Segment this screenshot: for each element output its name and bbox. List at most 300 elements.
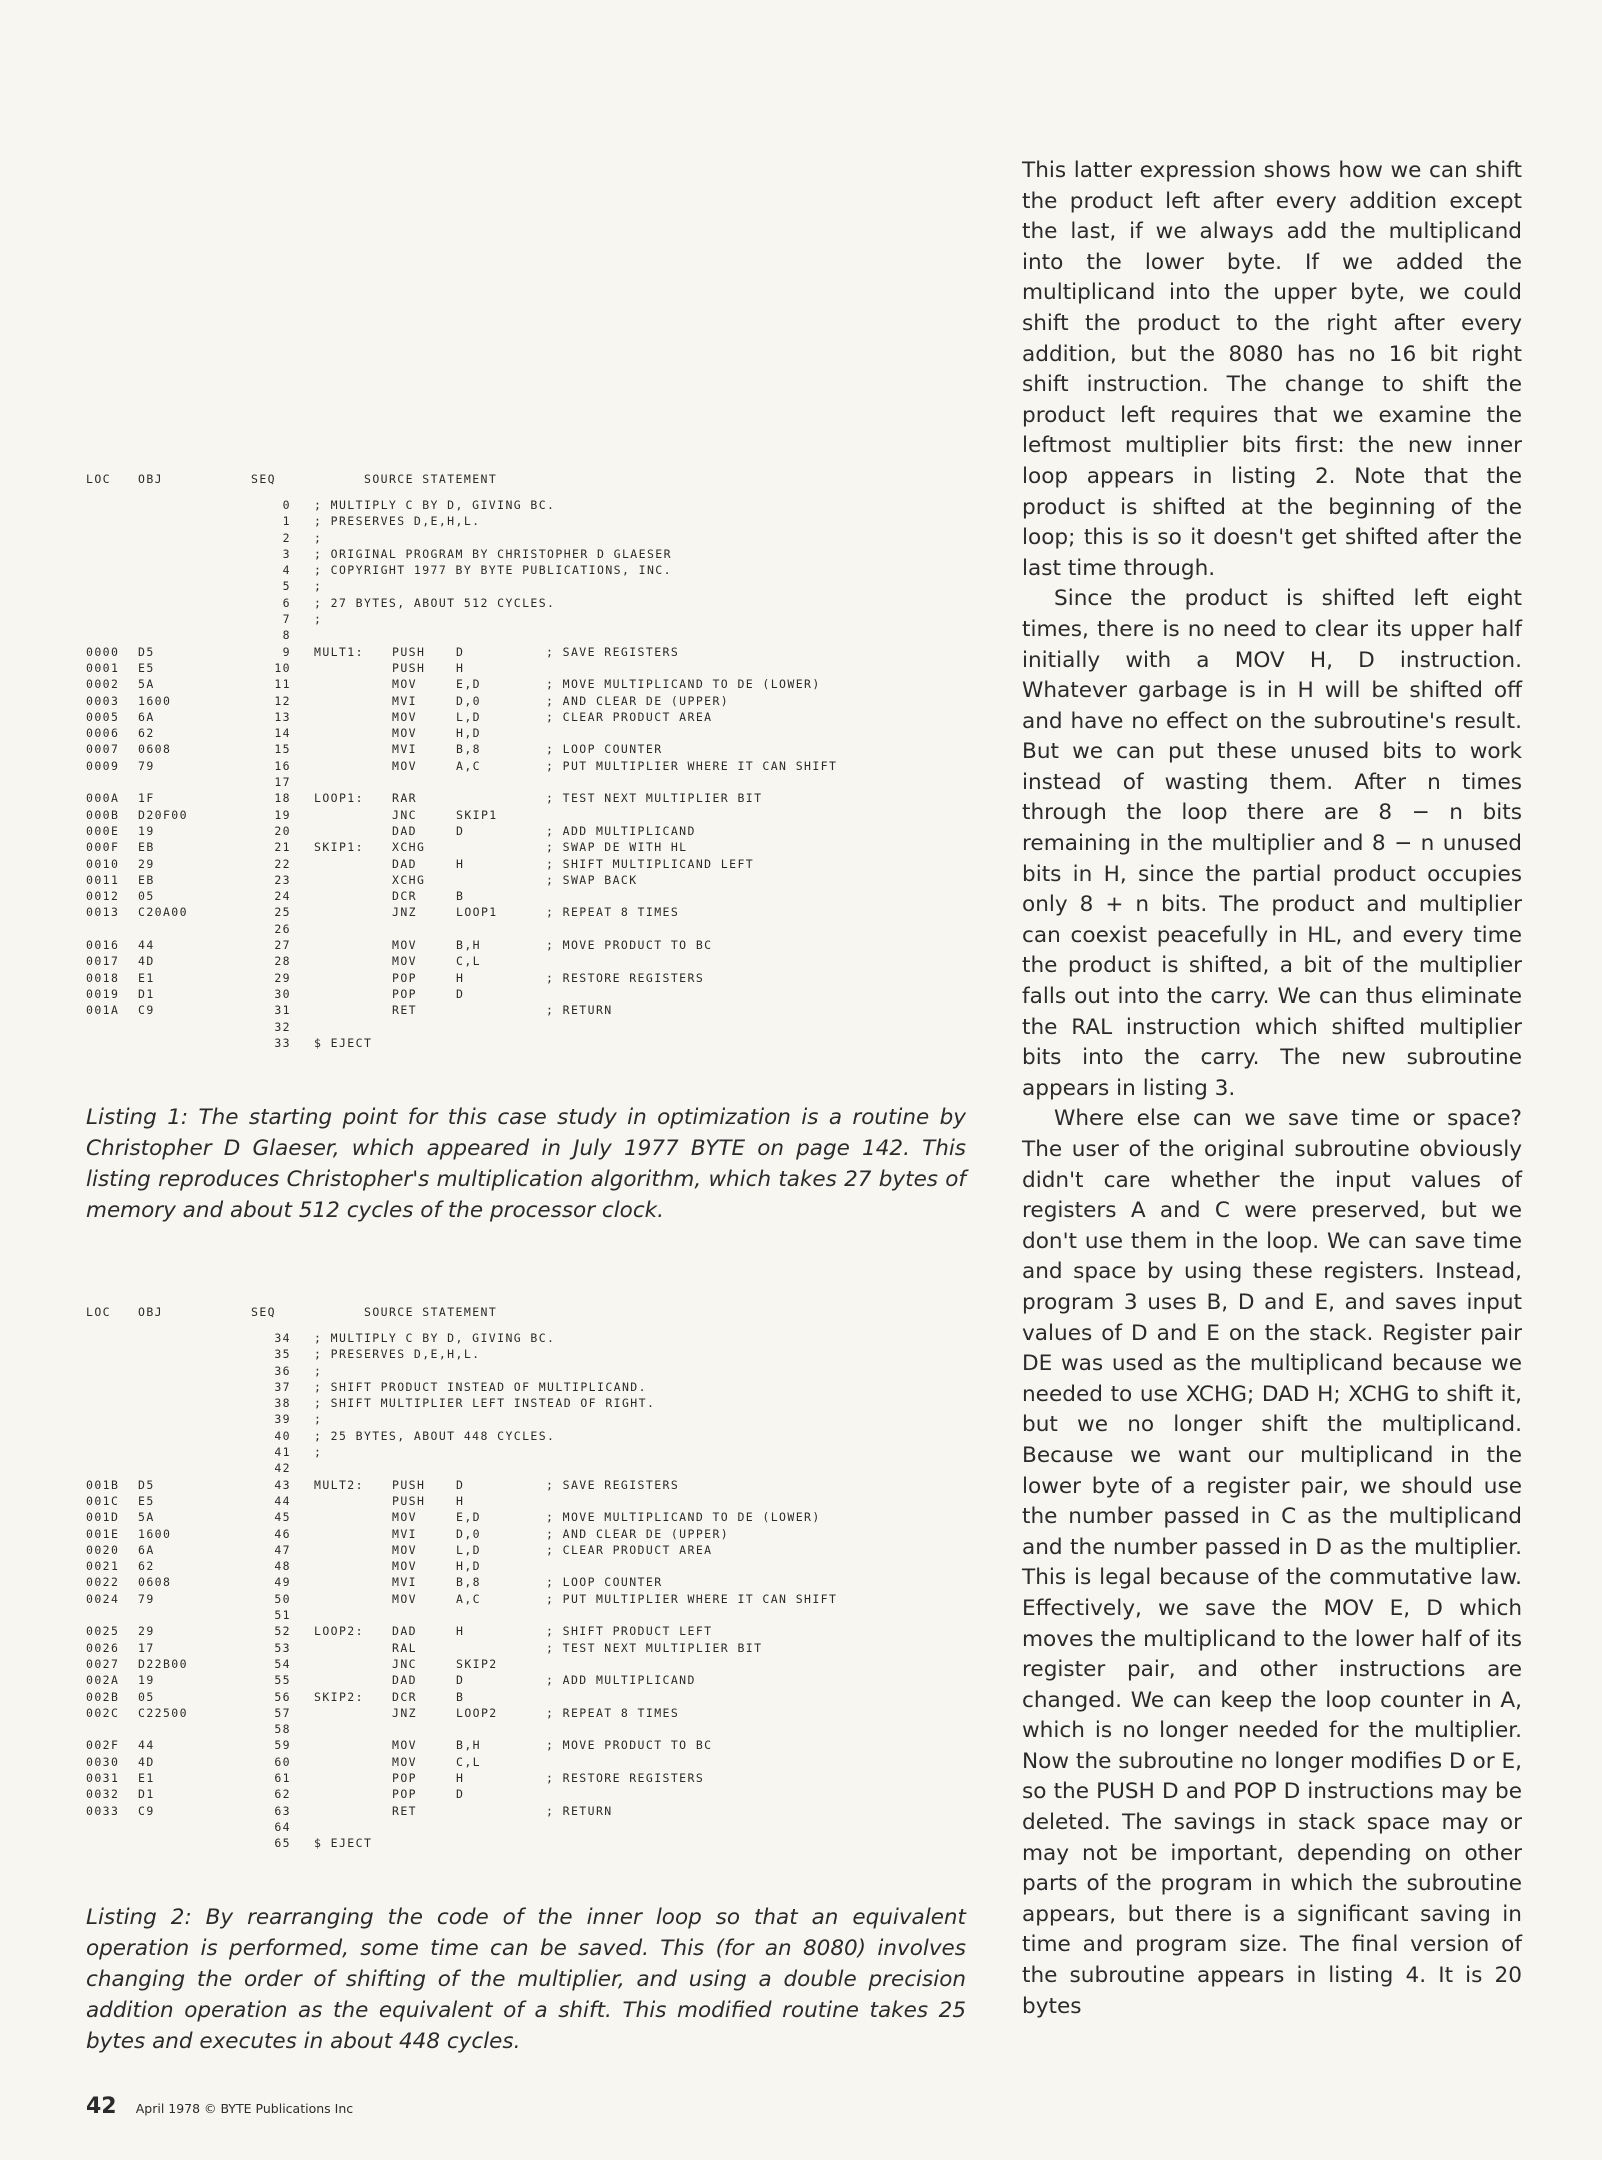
opcode: MOV (392, 1754, 417, 1769)
opcode: MOV (392, 709, 417, 724)
code-label: LOOP1: (314, 791, 364, 806)
listing-header (86, 472, 986, 498)
line-number: 37 (274, 1379, 291, 1394)
opcode: PUSH (392, 1493, 426, 1508)
object-code: C20A00 (138, 905, 188, 920)
address: 0009 (86, 758, 120, 773)
code-line (86, 1396, 986, 1412)
line-number: 57 (274, 1705, 291, 1720)
code-line (86, 1003, 986, 1019)
line-number: 19 (274, 807, 291, 822)
address: 001C (86, 1493, 120, 1508)
line-number: 16 (274, 758, 291, 773)
opcode: DAD (392, 856, 417, 871)
operand: B,8 (456, 1575, 481, 1590)
address: 0024 (86, 1591, 120, 1606)
code-label: MULT2: (314, 1477, 364, 1492)
opcode: JNZ (392, 905, 417, 920)
line-number: 20 (274, 823, 291, 838)
address: 0010 (86, 856, 120, 871)
code-line (86, 579, 986, 595)
code-comment: ; CLEAR PRODUCT AREA (546, 1542, 713, 1557)
opcode: MOV (392, 677, 417, 692)
line-number: 22 (274, 856, 291, 871)
code-comment: ; CLEAR PRODUCT AREA (546, 709, 713, 724)
operand: A,C (456, 758, 481, 773)
operand: D,0 (456, 1526, 481, 1541)
opcode: JNZ (392, 1705, 417, 1720)
code-comment: ; SAVE REGISTERS (546, 644, 680, 659)
code-line (86, 857, 986, 873)
object-code: 29 (138, 856, 155, 871)
address: 0002 (86, 677, 120, 692)
opcode: POP (392, 986, 417, 1001)
code-line (86, 628, 986, 644)
operand: E,D (456, 677, 481, 692)
code-comment: ; LOOP COUNTER (546, 1575, 663, 1590)
address: 002C (86, 1705, 120, 1720)
opcode: MOV (392, 1738, 417, 1753)
opcode: MOV (392, 954, 417, 969)
address: 002F (86, 1738, 120, 1753)
code-line (86, 1722, 986, 1738)
header-obj: OBJ (138, 1305, 163, 1319)
source-text: ; (314, 1445, 323, 1460)
address: 000B (86, 807, 120, 822)
operand: D (456, 823, 465, 838)
line-number: 53 (274, 1640, 291, 1655)
object-code: D5 (138, 1477, 155, 1492)
opcode: POP (392, 1771, 417, 1786)
code-label: MULT1: (314, 644, 364, 659)
line-number: 8 (282, 628, 291, 643)
article-paragraph: Since the product is shifted left eight times, there is no need to clear its upper half initially with a MOV H, D instruction. Whatever garbage is in H will be shifted off and have no effect on the subroutine's result. But we can put these unused bits to work instead of wasting them. After n times through the loop there are 8 − n bits remaining in the multiplier and 8 − n unused bits in H, since the partial product occupies only 8 + n bits. The product and multiplier can coexist peacefully in HL, and every time the product is shifted, a bit of the multiplier falls out into the carry. We can thus eliminate the RAL instruction which shifted multiplier bits into the carry. The new subroutine appears in listing 3. (1022, 586, 1522, 1101)
header-source: SOURCE STATEMENT (364, 472, 498, 486)
line-number: 18 (274, 791, 291, 806)
code-line (86, 808, 986, 824)
opcode: PUSH (392, 660, 426, 675)
code-line (86, 661, 986, 677)
operand: A,C (456, 1591, 481, 1606)
line-number: 59 (274, 1738, 291, 1753)
code-line (86, 1641, 986, 1657)
opcode: PUSH (392, 1477, 426, 1492)
opcode: DAD (392, 823, 417, 838)
line-number: 12 (274, 693, 291, 708)
opcode: MOV (392, 1542, 417, 1557)
address: 0017 (86, 954, 120, 969)
object-code: D5 (138, 644, 155, 659)
opcode: RET (392, 1803, 417, 1818)
operand: H,D (456, 726, 481, 741)
object-code: D1 (138, 986, 155, 1001)
address: 001E (86, 1526, 120, 1541)
line-number: 61 (274, 1771, 291, 1786)
code-line (86, 1412, 986, 1428)
code-line (86, 873, 986, 889)
source-text: ; (314, 579, 323, 594)
source-text: ; (314, 1412, 323, 1427)
code-comment: ; MOVE MULTIPLICAND TO DE (LOWER) (546, 1510, 821, 1525)
code-line (86, 1020, 986, 1036)
line-number: 43 (274, 1477, 291, 1492)
code-line (86, 1510, 986, 1526)
line-number: 64 (274, 1819, 291, 1834)
address: 0033 (86, 1803, 120, 1818)
code-line (86, 1559, 986, 1575)
line-number: 52 (274, 1624, 291, 1639)
code-comment: ; ADD MULTIPLICAND (546, 823, 696, 838)
address: 0006 (86, 726, 120, 741)
code-line (86, 1820, 986, 1836)
address: 0032 (86, 1787, 120, 1802)
line-number: 46 (274, 1526, 291, 1541)
line-number: 3 (282, 546, 291, 561)
opcode: MOV (392, 1591, 417, 1606)
code-line (86, 905, 986, 921)
object-code: 5A (138, 1510, 155, 1525)
address: 0019 (86, 986, 120, 1001)
object-code: E1 (138, 1771, 155, 1786)
operand: D,0 (456, 693, 481, 708)
source-text: ; PRESERVES D,E,H,L. (314, 1347, 481, 1362)
object-code: 19 (138, 823, 155, 838)
line-number: 28 (274, 954, 291, 969)
code-line (86, 1592, 986, 1608)
code-line (86, 514, 986, 530)
operand: L,D (456, 1542, 481, 1557)
object-code: EB (138, 840, 155, 855)
address: 0025 (86, 1624, 120, 1639)
source-text: ; (314, 530, 323, 545)
address: 001B (86, 1477, 120, 1492)
page-number: 42 (86, 2094, 117, 2119)
publication-credit: April 1978 © BYTE Publications Inc (135, 2101, 354, 2116)
object-code: 1600 (138, 693, 172, 708)
opcode: MOV (392, 1510, 417, 1525)
code-line (86, 954, 986, 970)
line-number: 26 (274, 921, 291, 936)
operand: D (456, 986, 465, 1001)
article-text (1022, 156, 1522, 2022)
source-text: ; COPYRIGHT 1977 BY BYTE PUBLICATIONS, INC. (314, 563, 672, 578)
opcode: MVI (392, 742, 417, 757)
operand: H (456, 660, 465, 675)
opcode: MOV (392, 1559, 417, 1574)
object-code: 0608 (138, 742, 172, 757)
object-code: 44 (138, 1738, 155, 1753)
line-number: 15 (274, 742, 291, 757)
address: 002A (86, 1673, 120, 1688)
operand: B,H (456, 1738, 481, 1753)
code-line (86, 759, 986, 775)
code-comment: ; MOVE MULTIPLICAND TO DE (LOWER) (546, 677, 821, 692)
object-code: 05 (138, 889, 155, 904)
code-line (86, 1494, 986, 1510)
line-number: 0 (282, 498, 291, 512)
code-line (86, 1429, 986, 1445)
object-code: 1F (138, 791, 155, 806)
code-comment: ; SAVE REGISTERS (546, 1477, 680, 1492)
opcode: DCR (392, 1689, 417, 1704)
source-text: ; SHIFT MULTIPLIER LEFT INSTEAD OF RIGHT. (314, 1396, 656, 1411)
opcode: MOV (392, 938, 417, 953)
header-loc: LOC (86, 472, 111, 486)
code-comment: ; MOVE PRODUCT TO BC (546, 1738, 713, 1753)
header-loc: LOC (86, 1305, 111, 1319)
object-code: D20F00 (138, 807, 188, 822)
line-number: 9 (282, 644, 291, 659)
code-line (86, 1771, 986, 1787)
line-number: 13 (274, 709, 291, 724)
code-line (86, 677, 986, 693)
code-comment: ; TEST NEXT MULTIPLIER BIT (546, 791, 763, 806)
address: 0026 (86, 1640, 120, 1655)
object-code: 79 (138, 758, 155, 773)
line-number: 25 (274, 905, 291, 920)
line-number: 27 (274, 938, 291, 953)
object-code: C9 (138, 1003, 155, 1018)
source-text: ; SHIFT PRODUCT INSTEAD OF MULTIPLICAND. (314, 1379, 647, 1394)
line-number: 24 (274, 889, 291, 904)
object-code: 6A (138, 709, 155, 724)
code-line (86, 1445, 986, 1461)
line-number: 50 (274, 1591, 291, 1606)
code-line (86, 1657, 986, 1673)
code-line (86, 547, 986, 563)
address: 0000 (86, 644, 120, 659)
line-number: 58 (274, 1722, 291, 1737)
code-line (86, 1706, 986, 1722)
code-line (86, 1575, 986, 1591)
object-code: 0608 (138, 1575, 172, 1590)
object-code: 17 (138, 1640, 155, 1655)
line-number: 48 (274, 1559, 291, 1574)
object-code: 79 (138, 1591, 155, 1606)
line-number: 42 (274, 1461, 291, 1476)
line-number: 17 (274, 775, 291, 790)
operand: H (456, 1771, 465, 1786)
code-comment: ; REPEAT 8 TIMES (546, 1705, 680, 1720)
object-code: E1 (138, 970, 155, 985)
line-number: 54 (274, 1656, 291, 1671)
operand: C,L (456, 954, 481, 969)
object-code: D1 (138, 1787, 155, 1802)
operand: B (456, 889, 465, 904)
code-line (86, 710, 986, 726)
source-text: $ EJECT (314, 1836, 373, 1851)
code-label: SKIP2: (314, 1689, 364, 1704)
line-number: 35 (274, 1347, 291, 1362)
line-number: 49 (274, 1575, 291, 1590)
line-number: 55 (274, 1673, 291, 1688)
header-obj: OBJ (138, 472, 163, 486)
line-number: 7 (282, 612, 291, 627)
operand: LOOP1 (456, 905, 498, 920)
code-comment: ; RESTORE REGISTERS (546, 970, 705, 985)
object-code: C22500 (138, 1705, 188, 1720)
code-line (86, 645, 986, 661)
code-line (86, 1804, 986, 1820)
operand: H (456, 856, 465, 871)
address: 0007 (86, 742, 120, 757)
header-seq: SEQ (251, 1305, 276, 1319)
line-number: 4 (282, 563, 291, 578)
object-code: 19 (138, 1673, 155, 1688)
line-number: 33 (274, 1035, 291, 1050)
address: 000F (86, 840, 120, 855)
line-number: 10 (274, 660, 291, 675)
code-line (86, 840, 986, 856)
object-code: 5A (138, 677, 155, 692)
address: 0013 (86, 905, 120, 920)
address: 0011 (86, 872, 120, 887)
header-seq: SEQ (251, 472, 276, 486)
code-comment: ; RETURN (546, 1003, 613, 1018)
code-line (86, 1624, 986, 1640)
code-comment: ; ADD MULTIPLICAND (546, 1673, 696, 1688)
object-code: 29 (138, 1624, 155, 1639)
operand: L,D (456, 709, 481, 724)
code-line (86, 1608, 986, 1624)
opcode: DAD (392, 1673, 417, 1688)
line-number: 31 (274, 1003, 291, 1018)
source-text: ; MULTIPLY C BY D, GIVING BC. (314, 1331, 556, 1345)
code-line (86, 596, 986, 612)
line-number: 2 (282, 530, 291, 545)
line-number: 65 (274, 1836, 291, 1851)
object-code: C9 (138, 1803, 155, 1818)
operand: H (456, 1624, 465, 1639)
address: 0003 (86, 693, 120, 708)
code-line (86, 1527, 986, 1543)
line-number: 39 (274, 1412, 291, 1427)
opcode: JNC (392, 1656, 417, 1671)
line-number: 11 (274, 677, 291, 692)
opcode: POP (392, 970, 417, 985)
opcode: MVI (392, 1526, 417, 1541)
source-text: ; MULTIPLY C BY D, GIVING BC. (314, 498, 556, 512)
code-label: LOOP2: (314, 1624, 364, 1639)
code-line (86, 742, 986, 758)
code-comment: ; SHIFT PRODUCT LEFT (546, 1624, 713, 1639)
line-number: 45 (274, 1510, 291, 1525)
code-line (86, 1461, 986, 1477)
operand: B,H (456, 938, 481, 953)
address: 0031 (86, 1771, 120, 1786)
code-line (86, 938, 986, 954)
code-line (86, 531, 986, 547)
code-comment: ; TEST NEXT MULTIPLIER BIT (546, 1640, 763, 1655)
object-code: 62 (138, 726, 155, 741)
code-comment: ; AND CLEAR DE (UPPER) (546, 693, 730, 708)
opcode: XCHG (392, 840, 426, 855)
object-code: 4D (138, 954, 155, 969)
object-code: 62 (138, 1559, 155, 1574)
operand: SKIP2 (456, 1656, 498, 1671)
source-text: ; 25 BYTES, ABOUT 448 CYCLES. (314, 1428, 556, 1443)
operand: D (456, 1787, 465, 1802)
code-line (86, 1836, 986, 1852)
line-number: 32 (274, 1019, 291, 1034)
operand: E,D (456, 1510, 481, 1525)
opcode: DCR (392, 889, 417, 904)
address: 0020 (86, 1542, 120, 1557)
address: 0022 (86, 1575, 120, 1590)
code-line (86, 1364, 986, 1380)
operand: H (456, 970, 465, 985)
object-code: 05 (138, 1689, 155, 1704)
line-number: 38 (274, 1396, 291, 1411)
line-number: 41 (274, 1445, 291, 1460)
source-text: ; (314, 1363, 323, 1378)
line-number: 63 (274, 1803, 291, 1818)
code-line (86, 1478, 986, 1494)
line-number: 14 (274, 726, 291, 741)
line-number: 29 (274, 970, 291, 985)
line-number: 51 (274, 1608, 291, 1623)
opcode: RET (392, 1003, 417, 1018)
opcode: MVI (392, 693, 417, 708)
code-comment: ; REPEAT 8 TIMES (546, 905, 680, 920)
address: 0030 (86, 1754, 120, 1769)
opcode: MVI (392, 1575, 417, 1590)
listing-2-caption: Listing 2: By rearranging the code of the inner loop so that an equivalent operation is performed, some time can be saved. This (for an 8080) involves changing the order of shifting of the multiplier, and using a double precision addition operation as the equivalent of a shift. This modified routine takes 25 bytes and executes in about 448 cycles. (86, 1905, 966, 2054)
code-line (86, 1673, 986, 1689)
address: 0018 (86, 970, 120, 985)
operand: B,8 (456, 742, 481, 757)
code-line (86, 1755, 986, 1771)
line-number: 34 (274, 1331, 291, 1345)
line-number: 56 (274, 1689, 291, 1704)
code-line (86, 563, 986, 579)
line-number: 23 (274, 872, 291, 887)
source-text: ; 27 BYTES, ABOUT 512 CYCLES. (314, 595, 556, 610)
line-number: 62 (274, 1787, 291, 1802)
address: 002B (86, 1689, 120, 1704)
opcode: DAD (392, 1624, 417, 1639)
article-paragraph: This latter expression shows how we can shift the product left after every addition except the last, if we always add the multiplicand into the lower byte. If we added the multiplicand into the upper byte, we could shift the product to the right after every addition, but the 8080 has no 16 bit right shift instruction. The change to shift the product left requires that we examine the leftmost multiplier bits first: the new inner loop appears in listing 2. Note that the product is shifted at the beginning of the loop; this is so it doesn't get shifted after the last time through. (1022, 158, 1522, 581)
code-comment: ; SHIFT MULTIPLICAND LEFT (546, 856, 755, 871)
listing-1 (86, 472, 986, 1052)
listing-1-caption: Listing 1: The starting point for this case study in optimization is a routine by Christopher D Glaeser, which appeared in July 1977 BYTE on page 142. This listing reproduces Christopher's multiplication algorithm, which takes 27 bytes of memory and about 512 cycles of the processor clock. (86, 1105, 966, 1223)
header-source: SOURCE STATEMENT (364, 1305, 498, 1319)
code-line (86, 1787, 986, 1803)
opcode: JNC (392, 807, 417, 822)
address: 0016 (86, 938, 120, 953)
code-comment: ; SWAP DE WITH HL (546, 840, 688, 855)
operand: LOOP2 (456, 1705, 498, 1720)
source-text: ; ORIGINAL PROGRAM BY CHRISTOPHER D GLAESER (314, 546, 672, 561)
object-code: D22B00 (138, 1656, 188, 1671)
opcode: PUSH (392, 644, 426, 659)
code-line (86, 987, 986, 1003)
opcode: POP (392, 1787, 417, 1802)
operand: D (456, 644, 465, 659)
line-number: 30 (274, 986, 291, 1001)
opcode: MOV (392, 726, 417, 741)
line-number: 21 (274, 840, 291, 855)
operand: D (456, 1477, 465, 1492)
code-line (86, 791, 986, 807)
line-number: 40 (274, 1428, 291, 1443)
code-comment: ; SWAP BACK (546, 872, 638, 887)
code-line (86, 1331, 986, 1347)
listing-2 (86, 1305, 986, 1853)
code-line (86, 824, 986, 840)
code-line (86, 775, 986, 791)
operand: H (456, 1493, 465, 1508)
